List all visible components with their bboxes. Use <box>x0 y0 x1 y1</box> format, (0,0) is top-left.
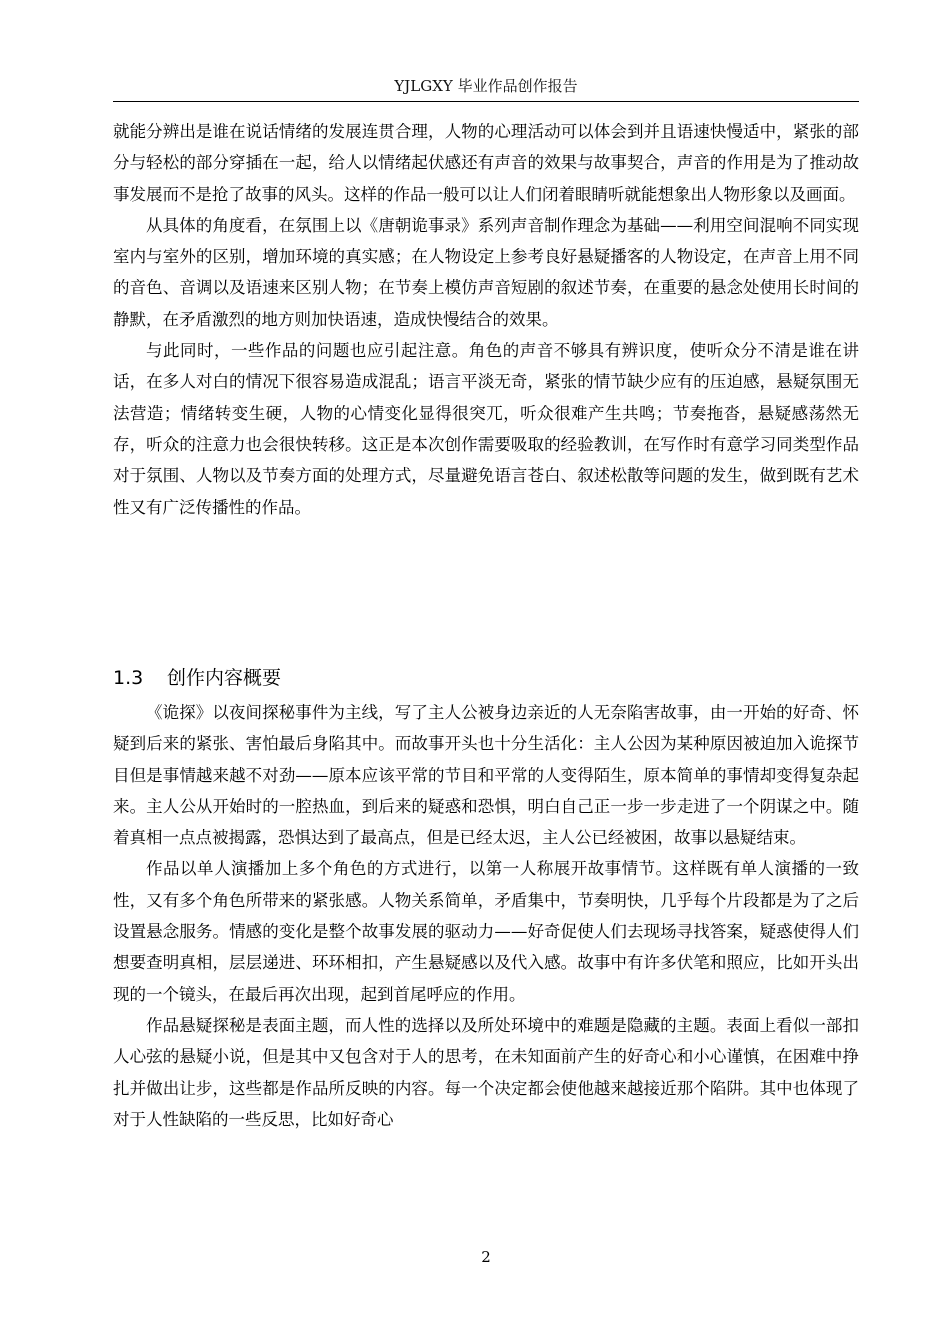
section-heading <box>113 665 281 691</box>
body-text-before-section <box>113 116 859 523</box>
paragraph: 作品悬疑探秘是表面主题，而人性的选择以及所处环境中的难题是隐藏的主题。表面上看似一部扣人心弦的悬疑小说，但是其中又包含对于人的思考，在未知面前产生的好奇心和小心谨慎，在困难中挣扎并做出让步，这些都是作品所反映的内容。每一个决定都会使他越来越接近那个陷阱。其中也体现了对于人性缺陷的一些反思，比如好奇心 <box>113 1015 859 1129</box>
paragraph: 《诡探》以夜间探秘事件为主线，写了主人公被身边亲近的人无奈陷害故事，由一开始的好奇、怀疑到后来的紧张、害怕最后身陷其中。而故事开头也十分生活化：主人公因为某种原因被迫加入诡探节目但是事情越来越不对劲——原本应该平常的节目和平常的人变得陌生，原本简单的事情却变得复杂起来。主人公从开始时的一腔热血，到后来的疑惑和恐惧，明白自己正一步一步走进了一个阴谋之中。随着真相一点点被揭露，恐惧达到了最高点，但是已经太迟，主人公已经被困，故事以悬疑结束。 <box>113 703 859 848</box>
section-number: 1.3 <box>113 667 144 689</box>
section-title: 创作内容概要 <box>167 667 282 689</box>
header-divider <box>113 101 859 102</box>
paragraph: 从具体的角度看，在氛围上以《唐朝诡事录》系列声音制作理念为基础——利用空间混响不同实现室内与室外的区别，增加环境的真实感；在人物设定上参考良好悬疑播客的人物设定，在声音上用不同的音色、音调以及语速来区别人物；在节奏上模仿声音短剧的叙述节奏，在重要的悬念处使用长时间的静默，在矛盾激烈的地方则加快语速，造成快慢结合的效果。 <box>113 215 859 329</box>
page-number: 2 <box>481 1248 491 1266</box>
paragraph: 就能分辨出是谁在说话情绪的发展连贯合理，人物的心理活动可以体会到并且语速快慢适中，紧张的部分与轻松的部分穿插在一起，给人以情绪起伏感还有声音的效果与故事契合，声音的作用是为了推动故事发展而不是抢了故事的风头。这样的作品一般可以让人们闭着眼睛听就能想象出人物形象以及画面。 <box>113 122 859 204</box>
body-text-section-1-3 <box>113 697 859 1135</box>
running-header: YJLGXY 毕业作品创作报告 <box>394 77 578 95</box>
paragraph: 与此同时，一些作品的问题也应引起注意。角色的声音不够具有辨识度，使听众分不清是谁在讲话，在多人对白的情况下很容易造成混乱；语言平淡无奇，紧张的情节缺少应有的压迫感，悬疑氛围无法营造；情绪转变生硬，人物的心情变化显得很突兀，听众很难产生共鸣；节奏拖沓，悬疑感荡然无存，听众的注意力也会很快转移。这正是本次创作需要吸取的经验教训，在写作时有意学习同类型作品对于氛围、人物以及节奏方面的处理方式，尽量避免语言苍白、叙述松散等问题的发生，做到既有艺术性又有广泛传播性的作品。 <box>113 341 859 517</box>
paragraph: 作品以单人演播加上多个角色的方式进行，以第一人称展开故事情节。这样既有单人演播的一致性，又有多个角色所带来的紧张感。人物关系简单，矛盾集中，节奏明快，几乎每个片段都是为了之后设置悬念服务。情感的变化是整个故事发展的驱动力——好奇促使人们去现场寻找答案，疑惑使得人们想要查明真相，层层递进、环环相扣，产生悬疑感以及代入感。故事中有许多伏笔和照应，比如开头出现的一个镜头，在最后再次出现，起到首尾呼应的作用。 <box>113 859 859 1004</box>
